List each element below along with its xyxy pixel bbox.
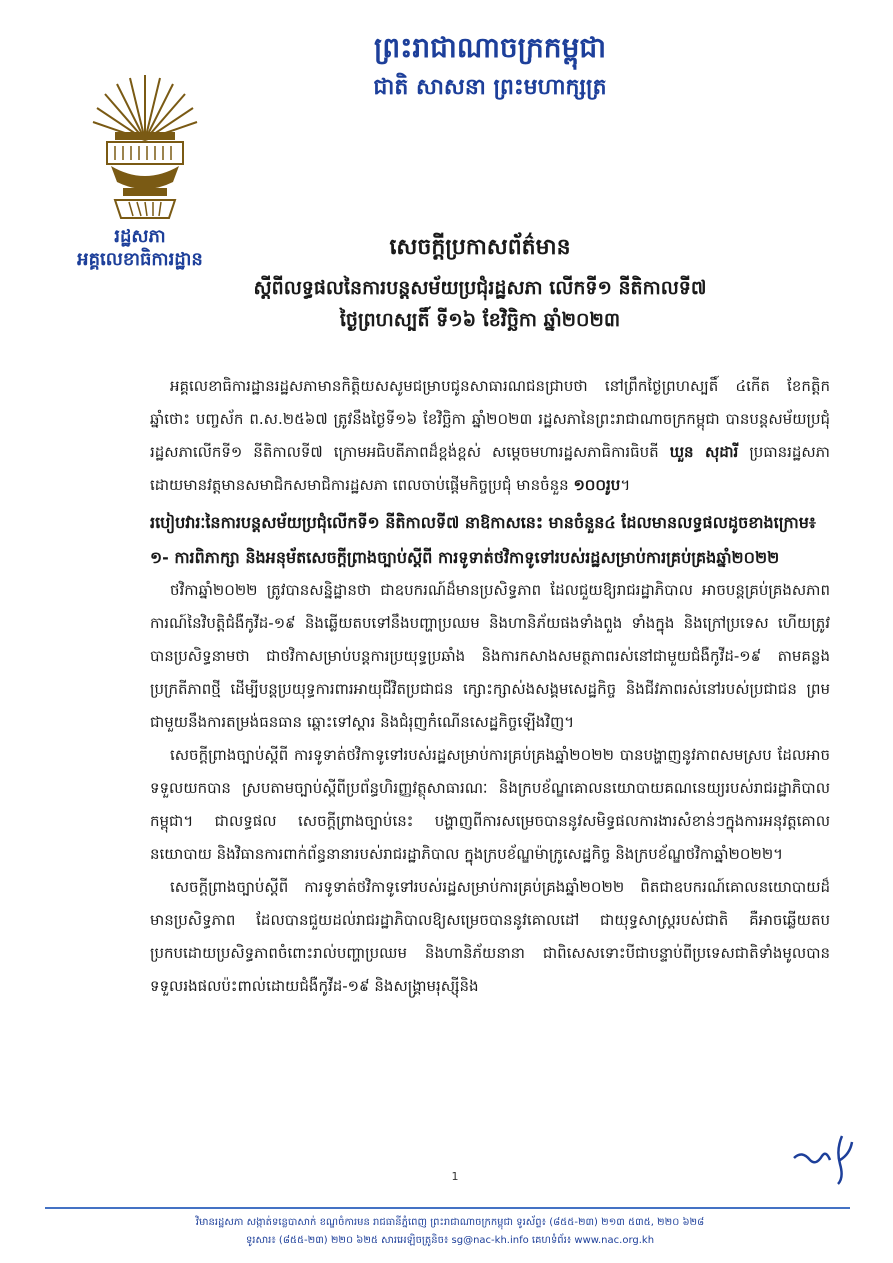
footer bbox=[60, 1214, 840, 1250]
president-name: ឃួន សុដារី bbox=[669, 443, 739, 461]
intro-text-continued: ប្រធានរដ្ឋសភា ដោយមានវត្តមានសមាជិកសមាជិការដ្ឋសភា ពេលចាប់ផ្តើមកិច្ចប្រជុំ មានចំនួន bbox=[150, 443, 830, 494]
kingdom-name: ព្រះរាជាណាចក្រកម្ពុជា bbox=[373, 31, 606, 64]
kingdom-header bbox=[230, 30, 750, 104]
intro-end: ។ bbox=[620, 476, 631, 494]
national-motto: ជាតិ សាសនា ព្រះមហាក្សត្រ bbox=[373, 75, 607, 100]
attendance-count: ១០០រូប bbox=[573, 476, 621, 494]
national-assembly-emblem-icon bbox=[85, 70, 205, 230]
intro-text: អគ្គលេខាធិការដ្ឋានរដ្ឋសភាមានកិត្តិយសសូមជម្រាបជូនសាធារណជនជ្រាបថា នៅព្រឹកថ្ងៃព្រហស្បតិ៍ ៤កើត ខែកត្តិក ឆ្នាំថោះ បញ្ចស័ក ព.ស.២៥៦៧ ត្រូវនឹងថ្ងៃទី១៦ ខែវិច្ឆិកា ឆ្នាំ២០២៣ រដ្ឋសភានៃព្រះរាជាណាចក្រកម្ពុជា បានបន្តសម័យប្រជុំរដ្ឋសភាលើកទី១ នីតិកាលទី៧ ក្រោមអធិបតីភាពដ៏ខ្ពង់ខ្ពស់ សម្តេចមហារដ្ឋសភាធិការធិបតី bbox=[150, 377, 830, 461]
agenda-heading: របៀបវារៈនៃការបន្តសម័យប្រជុំលើកទី១ នីតិកាលទី៧ នាឱកាសនេះ មានចំនួន៤ ដែលមានលទ្ធផលដូចខាងក្រោម៖ bbox=[150, 513, 816, 532]
paragraph-2: សេចក្តីព្រាងច្បាប់ស្តីពី ការទូទាត់ថវិកាទូទៅរបស់រដ្ឋសម្រាប់ការគ្រប់គ្រងឆ្នាំ២០២២ បានបង្ហាញនូវភាពសមស្រប ដែលអាចទទួលយកបាន ស្របតាមច្បាប់ស្តីពីប្រព័ន្ធហិរញ្ញវត្ថុសាធារណៈ និងក្របខ័ណ្ឌគោលនយោបាយគណនេយ្យរបស់រាជរដ្ឋាភិបាលកម្ពុជា។ ជាលទ្ធផល សេចក្តីព្រាងច្បាប់នេះ បង្ហាញពីការសម្រេចបាននូវសមិទ្ធផលការងារសំខាន់ៗក្នុងការអនុវត្តគោលនយោបាយ និងវិធានការពាក់ព័ន្ធនានារបស់រាជរដ្ឋាភិបាល ក្នុងក្របខ័ណ្ឌម៉ាក្រូសេដ្ឋកិច្ច និងក្របខ័ណ្ឌថវិកាឆ្នាំ២០២២។ bbox=[150, 746, 830, 863]
footer-contact: ទូរសារ៖ (៨៥៥-២៣) ២២០ ៦២៥ សារអេឡិចត្រូនិច៖ sg@nac-kh.info គេហទំព័រ៖ www.nac.org.kh bbox=[245, 1235, 655, 1246]
intro-paragraph bbox=[150, 370, 830, 502]
document-title: សេចក្តីប្រកាសព័ត៌មាន bbox=[389, 235, 571, 260]
document-titles bbox=[180, 232, 780, 336]
agenda-item-1-heading: ១- ការពិភាក្សា និងអនុម័តសេចក្តីព្រាងច្បាប់ស្តីពី ការទូទាត់ថវិកាទូទៅរបស់រដ្ឋសម្រាប់ការគ្រប់គ្រងឆ្នាំ២០២២ bbox=[150, 548, 780, 567]
handwritten-initials-icon bbox=[790, 1130, 860, 1186]
footer-address: វិមានរដ្ឋសភា សង្កាត់ទន្លេបាសាក់ ខណ្ឌចំការមន រាជធានីភ្នំពេញ ព្រះរាជាណាចក្រកម្ពុជា ទូរស័ព្ទ៖ (៨៥៥-២៣) ២១៣ ៥៣៥, ២២០ ៦២៨ bbox=[195, 1217, 705, 1228]
footer-divider bbox=[45, 1207, 850, 1209]
document-body bbox=[150, 370, 830, 1003]
organization-department: អគ្គលេខាធិការដ្ឋាន bbox=[77, 249, 203, 270]
page-number: 1 bbox=[451, 1170, 459, 1183]
paragraph-1: ថវិកាឆ្នាំ២០២២ ត្រូវបានសន្និដ្ឋានថា ជាឧបករណ៍ដ៏មានប្រសិទ្ធភាព ដែលជួយឱ្យរាជរដ្ឋាភិបាល អាចបន្តគ្រប់គ្រងសភាពការណ៍នៃវិបត្តិជំងឺកូវីដ-១៩ និងឆ្លើយតបទៅនឹងបញ្ហាប្រឈម និងហានិភ័យផងទាំងពួង ទាំងក្នុង និងក្រៅប្រទេស ហើយត្រូវបានប្រសិទ្ធនាមថា ជាថវិកាសម្រាប់បន្តការប្រយុទ្ធប្រឆាំង និងការកសាងសមត្ថភាពរស់នៅជាមួយជំងឺកូវីដ-១៩ តាមគន្លងប្រក្រតីភាពថ្មី ដើម្បីបន្តប្រយុទ្ធការពារអាយុជីវិតប្រជាជន ក្សោះក្សាស់ងសង្គមសេដ្ឋកិច្ច និងជីវភាពរស់នៅរបស់ប្រជាជន ព្រមជាមួយនឹងការតម្រង់ធនធាន ឆ្ពោះទៅស្តារ និងជំរុញកំណើនសេដ្ឋកិច្ចឡើងវិញ។ bbox=[150, 581, 830, 731]
organization-name: រដ្ឋសភា bbox=[114, 226, 166, 247]
document-subtitle: ស្តីពីលទ្ធផលនៃការបន្តសម័យប្រជុំរដ្ឋសភា លើកទី១ នីតិកាលទី៧ bbox=[253, 277, 707, 299]
document-date: ថ្ងៃព្រហស្បតិ៍ ទី១៦ ខែវិច្ឆិកា ឆ្នាំ២០២៣ bbox=[339, 309, 621, 331]
paragraph-3: សេចក្តីព្រាងច្បាប់ស្តីពី ការទូទាត់ថវិកាទូទៅរបស់រដ្ឋសម្រាប់ការគ្រប់គ្រងឆ្នាំ២០២២ ពិតជាឧបករណ៍គោលនយោបាយដ៏មានប្រសិទ្ធភាព ដែលបានជួយដល់រាជរដ្ឋាភិបាលឱ្យសម្រេចបាននូវគោលដៅ ជាយុទ្ធសាស្ត្ររបស់ជាតិ គឺអាចឆ្លើយតបប្រកបដោយប្រសិទ្ធភាពចំពោះរាល់បញ្ហាប្រឈម និងហានិភ័យនានា ជាពិសេសទោះបីជាបន្ទាប់ពីប្រទេសជាតិទាំងមូលបានទទួលរងផលប៉ះពាល់ដោយជំងឺកូវីដ-១៩ និងសង្គ្រាមរុស្ស៊ីនិង bbox=[150, 878, 830, 995]
